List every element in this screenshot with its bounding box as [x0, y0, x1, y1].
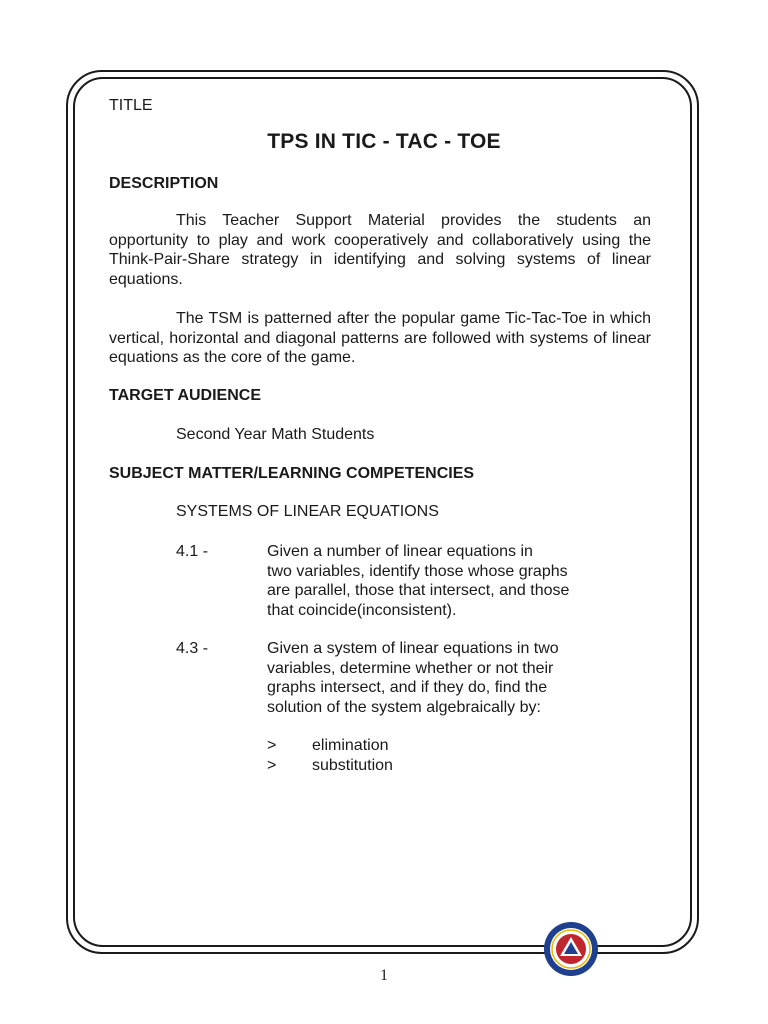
description-paragraph-2: The TSM is patterned after the popular game Tic-Tac-Toe in which vertical, horizontal and diagonal patterns are followed with systems of linear equations as the core of the game.	[109, 310, 651, 366]
subject-matter-heading: SUBJECT MATTER/LEARNING COMPETENCIES	[109, 465, 475, 482]
competency-number: 4.3 -	[176, 640, 209, 657]
competency-line: that coincide(inconsistent).	[267, 601, 457, 619]
subject-matter-topic: SYSTEMS OF LINEAR EQUATIONS	[176, 503, 439, 520]
method-bullet: >	[267, 756, 277, 774]
method-bullet: >	[267, 737, 277, 754]
competency-line: Given a number of linear equations in	[267, 543, 533, 560]
description-paragraph-1: This Teacher Support Material provides the students an opportunity to play and work cooperatively and collaboratively using the Think-Pair-Share strategy in identifying and solving systems of linear equations.	[109, 212, 651, 288]
competency-line: two variables, identify those whose graphs	[267, 562, 568, 580]
method-label: substitution	[312, 756, 393, 774]
method-label: elimination	[312, 737, 389, 754]
competency-line: solution of the system algebraically by:	[267, 698, 541, 716]
competency-line: graphs intersect, and if they do, find the	[267, 679, 548, 696]
competency-line: are parallel, those that intersect, and those	[267, 582, 570, 599]
target-audience-text: Second Year Math Students	[176, 426, 375, 443]
page-title: TPS IN TIC - TAC - TOE	[267, 130, 501, 153]
competency-number: 4.1 -	[176, 543, 209, 560]
title-label: TITLE	[109, 97, 153, 114]
page-number: 1	[380, 967, 388, 984]
competency-line: Given a system of linear equations in two	[267, 640, 559, 657]
target-audience-heading: TARGET AUDIENCE	[109, 387, 261, 404]
description-heading: DESCRIPTION	[109, 175, 219, 192]
competency-line: variables, determine whether or not their	[267, 659, 554, 677]
